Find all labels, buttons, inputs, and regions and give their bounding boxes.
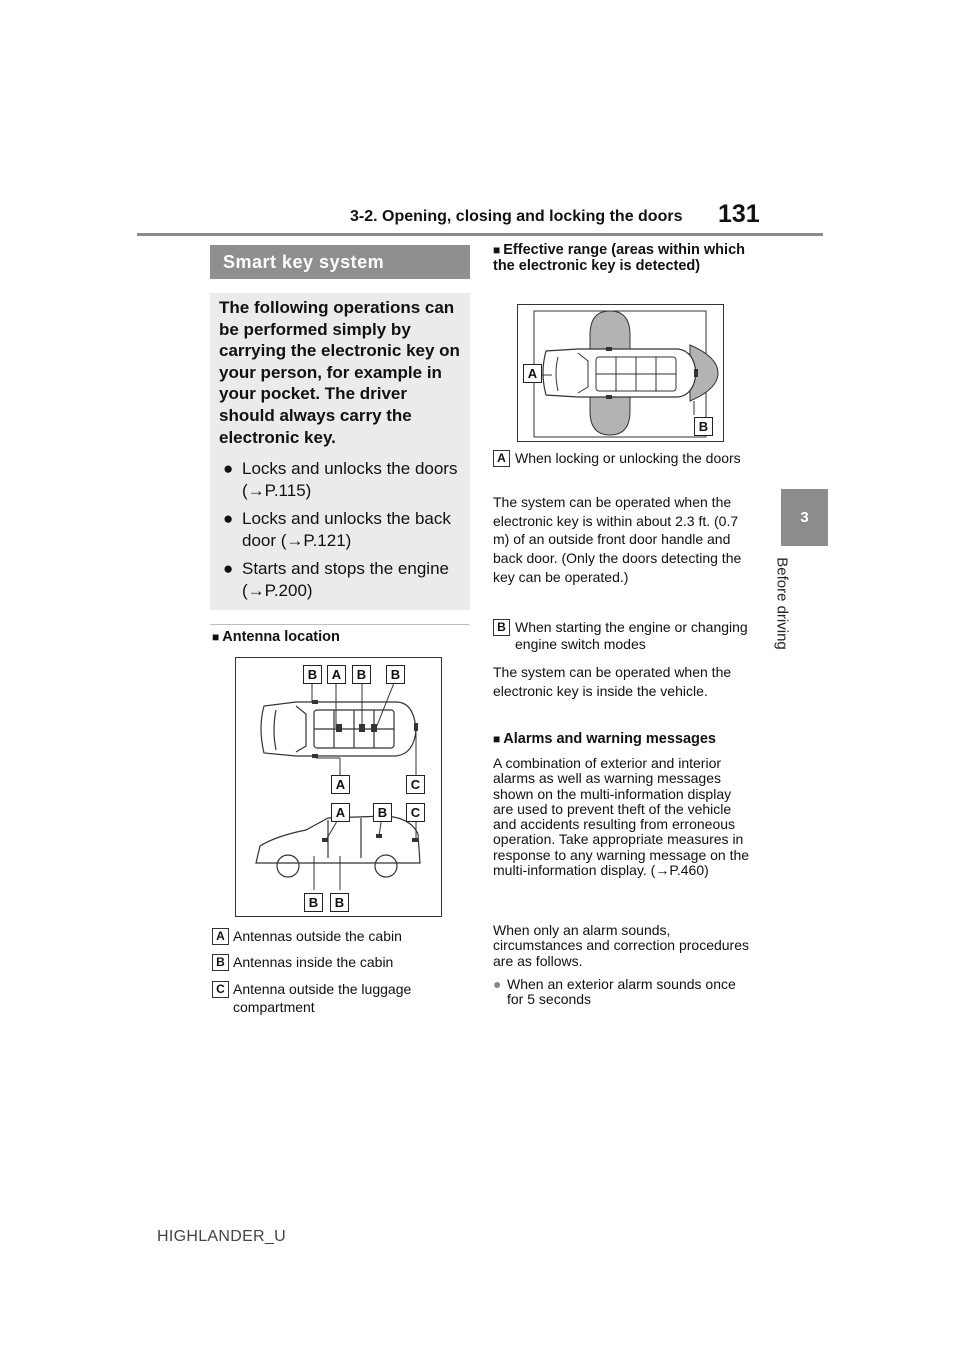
callout-b: B — [373, 803, 392, 822]
effective-range-illustration — [518, 305, 723, 441]
page-ref-link[interactable]: →P.121 — [286, 531, 346, 551]
legend-key-b: B — [212, 954, 229, 971]
section-title: 3-2. Opening, closing and locking the doors — [350, 208, 683, 225]
callout-b: B — [330, 893, 349, 912]
callout-a: A — [331, 775, 350, 794]
alarms-paragraph-2: When only an alarm sounds, circumstances and correction procedures are as follows. — [493, 922, 750, 969]
page-ref-link[interactable]: →P.200 — [247, 581, 307, 601]
callout-b: B — [694, 417, 713, 436]
page-ref-link[interactable]: →P.115 — [247, 481, 306, 501]
bullet-icon: ● — [223, 559, 234, 579]
item-a-text: When locking or unlocking the doors — [515, 450, 741, 466]
smart-key-intro: The following operations can be performed simply by carrying the electronic key on your person, for example in your pocket. The driver should always carry the electronic key. — [219, 298, 460, 447]
effective-range-heading: ■ Effective range (areas within which the electronic key is detected) — [493, 242, 745, 274]
item-b-text: When starting the engine or changing engine switch modes — [515, 619, 748, 652]
section-marker-icon: ■ — [493, 243, 501, 257]
callout-b: B — [303, 665, 322, 684]
callout-c: C — [406, 803, 425, 822]
bullet-icon: ● — [493, 976, 502, 992]
item-a-paragraph: The system can be operated when the electronic key is within about 2.3 ft. (0.7 m) of an outside front door handle and back door. (Only the doors detecting the key can be operated.) — [493, 494, 742, 585]
list-item: ● Locks and unlocks the back door (→P.121) — [223, 509, 451, 551]
alarms-paragraph-1: A combination of exterior and interior alarms as well as warning messages shown on the multi-information display are used to prevent theft of the vehicle and accidents resulting from erroneous operation. Take appropriate measures in response to any warning message on the multi-information display. (→P.460) — [493, 755, 750, 879]
effective-range-diagram — [517, 304, 724, 442]
legend-text-b: Antennas inside the cabin — [233, 954, 394, 970]
legend-key-b: B — [493, 619, 510, 636]
callout-b: B — [386, 665, 405, 684]
section-marker-icon: ■ — [212, 630, 220, 644]
page-number: 131 — [718, 200, 760, 228]
alarms-bullet: ● When an exterior alarm sounds once for 5 seconds — [493, 976, 736, 1008]
legend-text-a: Antennas outside the cabin — [233, 928, 402, 944]
legend-text-c: Antenna outside the luggage compartment — [233, 981, 412, 1015]
alarms-heading: ■ Alarms and warning messages — [493, 731, 716, 747]
smart-key-title: Smart key system — [210, 245, 470, 279]
list-item: ● Starts and stops the engine (→P.200) — [223, 559, 449, 601]
chapter-number: 3 — [800, 509, 809, 526]
bullet-icon: ● — [223, 509, 234, 529]
callout-b: B — [304, 893, 323, 912]
chapter-side-label — [772, 545, 792, 675]
item-b-paragraph: The system can be operated when the electronic key is inside the vehicle. — [493, 664, 732, 699]
legend-key-a: A — [212, 928, 229, 945]
header-rule — [137, 233, 823, 236]
section-divider — [210, 624, 469, 625]
section-marker-icon: ■ — [493, 732, 501, 746]
bullet-icon: ● — [223, 459, 234, 479]
smart-key-bullets — [219, 458, 460, 602]
callout-b: B — [352, 665, 371, 684]
list-item: ● Locks and unlocks the doors (→P.115) — [223, 459, 458, 501]
antenna-heading: ■ Antenna location — [212, 629, 340, 645]
callout-a: A — [327, 665, 346, 684]
chapter-tab[interactable] — [781, 489, 828, 546]
callout-a: A — [523, 364, 542, 383]
legend-key-a: A — [493, 450, 510, 467]
footer-model: HIGHLANDER_U — [157, 1228, 286, 1245]
antenna-location-diagram — [235, 657, 442, 917]
callout-c: C — [406, 775, 425, 794]
callout-a: A — [331, 803, 350, 822]
chapter-title: Before driving — [773, 557, 791, 650]
smart-key-box — [210, 293, 470, 610]
legend-key-c: C — [212, 981, 229, 998]
